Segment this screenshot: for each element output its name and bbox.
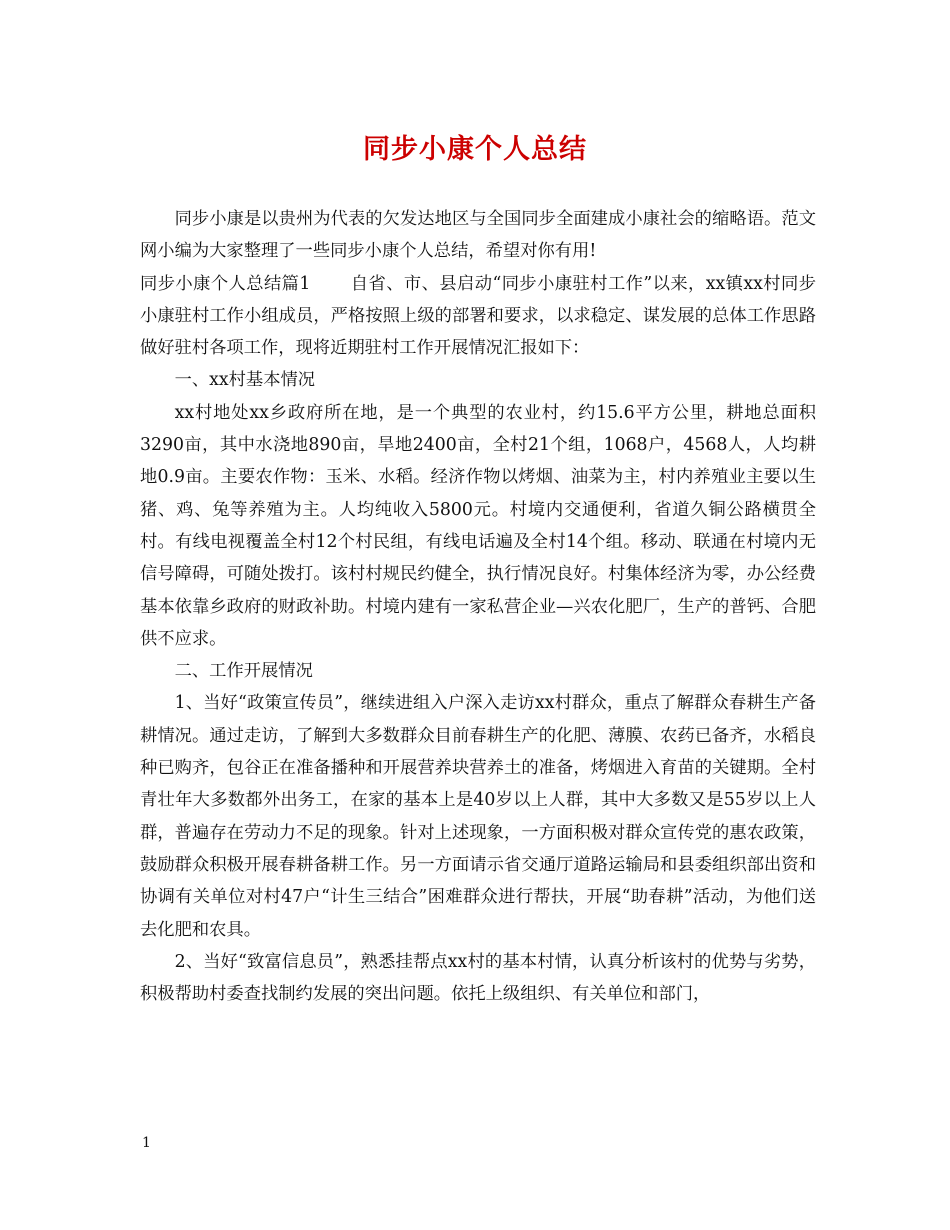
work-item-policy-paragraph: 1、当好“政策宣传员”，继续进组入户深入走访xx村群众，重点了解群众春耕生产备耕情况。通过走访，了解到大多数群众目前春耕生产的化肥、薄膜、农药已备齐，水稻良种已购齐，包谷正在准备播种和开展营养块营养土的准备，烤烟进入育苗的关键期。全村青壮年大多数都外出务工，在家的基本上是40岁以上人群，其中大多数又是55岁以上人群，普遍存在劳动力不足的现象。针对上述现象，一方面积极对群众宣传党的惠农政策，鼓励群众积极开展春耕备耕工作。另一方面请示省交通厅道路运输局和县委组织部出资和协调有关单位对村47户“计生三结合”困难群众进行帮扶，开展“助春耕”活动，为他们送去化肥和农具。 — [140, 693, 816, 940]
article-heading: 同步小康个人总结篇1 — [140, 273, 311, 294]
intro-paragraph: 同步小康是以贵州为代表的欠发达地区与全国同步全面建成小康社会的缩略语。范文网小编为大家整理了一些同步小康个人总结，希望对你有用! — [140, 209, 816, 262]
page-number: 1 — [142, 1135, 151, 1151]
basic-info-paragraph: xx村地处xx乡政府所在地，是一个典型的农业村，约15.6平方公里，耕地总面积3290亩，其中水浇地890亩，旱地2400亩，全村21个组，1068户，4568人，人均耕地0.9亩。主要农作物：玉米、水稻。经济作物以烤烟、油菜为主，村内养殖业主要以生猪、鸡、兔等养殖为主。人均纯收入5800元。村境内交通便利，省道久铜公路横贯全村。有线电视覆盖全村12个村民组，有线电话遍及全村14个组。移动、联通在村境内无信号障碍，可随处拨打。该村村规民约健全，执行情况良好。村集体经济为零，办公经费基本依靠乡政府的财政补助。村境内建有一家私营企业—兴农化肥厂，生产的普钙、合肥供不应求。 — [140, 402, 816, 649]
article-lead-text: 自省、市、县启动“同步小康驻村工作”以来，xx镇xx村同步小康驻村工作小组成员，严格按照上级的部署和要求，以求稳定、谋发展的总体工作思路做好驻村各项工作，现将近期驻村工作开展情况汇报如下： — [140, 273, 817, 359]
section-heading-work-progress: 二、工作开展情况 — [174, 661, 313, 682]
section-heading-basic-info: 一、xx村基本情况 — [174, 370, 316, 391]
article-lead-paragraph — [140, 268, 816, 365]
document-title: 同步小康个人总结 — [363, 134, 587, 165]
work-item-info-paragraph: 2、当好“致富信息员”，熟悉挂帮点xx村的基本村情，认真分析该村的优势与劣势，积极帮助村委查找制约发展的突出问题。依托上级组织、有关单位和部门， — [140, 951, 816, 1005]
document-body — [140, 203, 816, 1010]
